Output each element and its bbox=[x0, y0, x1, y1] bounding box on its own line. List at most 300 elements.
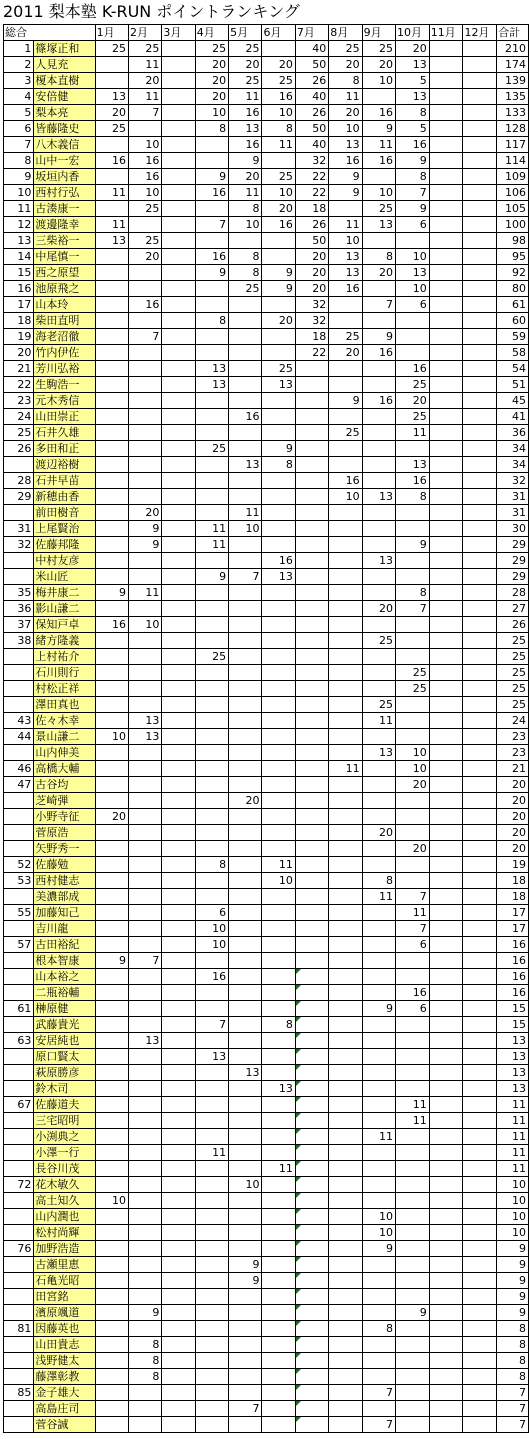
name-cell: 浅野健太 bbox=[34, 1353, 95, 1369]
table-row bbox=[4, 169, 529, 185]
month-cell bbox=[429, 809, 463, 825]
month-cell bbox=[362, 1337, 395, 1353]
month-cell bbox=[295, 1033, 328, 1049]
month-cell bbox=[329, 857, 362, 873]
month-cell: 20 bbox=[295, 265, 328, 281]
month-cell bbox=[329, 1225, 362, 1241]
month-cell bbox=[463, 1129, 497, 1145]
month-cell bbox=[195, 425, 228, 441]
month-cell bbox=[295, 505, 328, 521]
month-cell bbox=[195, 617, 228, 633]
month-cell bbox=[463, 233, 497, 249]
month-cell bbox=[95, 425, 128, 441]
month-cell bbox=[395, 569, 429, 585]
month-cell bbox=[262, 1353, 295, 1369]
header-cell: 4月 bbox=[195, 25, 228, 41]
month-cell bbox=[95, 1401, 128, 1417]
table-row bbox=[4, 281, 529, 297]
month-cell bbox=[395, 649, 429, 665]
name-cell: 高土知久 bbox=[34, 1193, 95, 1209]
month-cell bbox=[295, 809, 328, 825]
table-row bbox=[4, 121, 529, 137]
month-cell bbox=[162, 297, 195, 313]
month-cell: 10 bbox=[395, 745, 429, 761]
month-cell bbox=[463, 473, 497, 489]
name-cell: 生駒浩一 bbox=[34, 377, 95, 393]
rank-cell: 24 bbox=[4, 409, 34, 425]
month-cell bbox=[295, 745, 328, 761]
name-cell: 加藤知己 bbox=[34, 905, 95, 921]
month-cell: 20 bbox=[295, 249, 328, 265]
name-cell: 八木義信 bbox=[34, 137, 95, 153]
month-cell bbox=[128, 649, 161, 665]
month-cell bbox=[229, 889, 262, 905]
month-cell bbox=[362, 505, 395, 521]
table-row bbox=[4, 89, 529, 105]
total-cell: 8 bbox=[497, 1337, 529, 1353]
month-cell: 8 bbox=[128, 1353, 161, 1369]
month-cell bbox=[229, 361, 262, 377]
month-cell: 7 bbox=[362, 297, 395, 313]
name-cell: 鈴木司 bbox=[34, 1081, 95, 1097]
month-cell bbox=[362, 441, 395, 457]
rank-cell bbox=[4, 1353, 34, 1369]
rank-cell: 4 bbox=[4, 89, 34, 105]
month-cell bbox=[262, 777, 295, 793]
name-cell: 保知戸卓 bbox=[34, 617, 95, 633]
month-cell bbox=[229, 873, 262, 889]
month-cell: 32 bbox=[295, 297, 328, 313]
rank-cell bbox=[4, 953, 34, 969]
table-row bbox=[4, 553, 529, 569]
month-cell bbox=[229, 841, 262, 857]
table-row bbox=[4, 585, 529, 601]
month-cell bbox=[429, 185, 463, 201]
month-cell bbox=[329, 1305, 362, 1321]
month-cell: 13 bbox=[362, 489, 395, 505]
month-cell bbox=[95, 1305, 128, 1321]
total-cell: 31 bbox=[497, 505, 529, 521]
month-cell bbox=[329, 745, 362, 761]
name-cell: 吉川龍 bbox=[34, 921, 95, 937]
total-cell: 15 bbox=[497, 1017, 529, 1033]
month-cell bbox=[162, 1289, 195, 1305]
month-cell bbox=[463, 1001, 497, 1017]
name-cell: 米山匠 bbox=[34, 569, 95, 585]
header-cell: 6月 bbox=[262, 25, 295, 41]
month-cell: 32 bbox=[295, 153, 328, 169]
table-row bbox=[4, 809, 529, 825]
month-cell bbox=[395, 633, 429, 649]
month-cell bbox=[463, 1097, 497, 1113]
rank-cell bbox=[4, 1049, 34, 1065]
month-cell: 9 bbox=[195, 265, 228, 281]
month-cell: 26 bbox=[295, 73, 328, 89]
month-cell bbox=[362, 665, 395, 681]
month-cell bbox=[395, 1033, 429, 1049]
month-cell bbox=[429, 937, 463, 953]
month-cell bbox=[262, 633, 295, 649]
month-cell: 8 bbox=[262, 121, 295, 137]
month-cell bbox=[195, 1321, 228, 1337]
month-cell bbox=[229, 1337, 262, 1353]
month-cell: 25 bbox=[195, 441, 228, 457]
month-cell bbox=[262, 697, 295, 713]
table-row bbox=[4, 761, 529, 777]
total-cell: 60 bbox=[497, 313, 529, 329]
total-cell: 106 bbox=[497, 185, 529, 201]
month-cell bbox=[463, 457, 497, 473]
month-cell bbox=[128, 409, 161, 425]
month-cell bbox=[329, 729, 362, 745]
month-cell bbox=[429, 89, 463, 105]
rank-cell: 19 bbox=[4, 329, 34, 345]
month-cell bbox=[262, 153, 295, 169]
month-cell bbox=[229, 1129, 262, 1145]
total-cell: 32 bbox=[497, 473, 529, 489]
month-cell bbox=[362, 169, 395, 185]
month-cell bbox=[229, 969, 262, 985]
month-cell bbox=[429, 665, 463, 681]
month-cell bbox=[395, 1129, 429, 1145]
table-row bbox=[4, 537, 529, 553]
month-cell bbox=[429, 249, 463, 265]
month-cell bbox=[95, 1017, 128, 1033]
month-cell bbox=[329, 1193, 362, 1209]
month-cell bbox=[195, 745, 228, 761]
month-cell: 5 bbox=[395, 121, 429, 137]
month-cell bbox=[229, 825, 262, 841]
month-cell: 9 bbox=[229, 153, 262, 169]
month-cell: 8 bbox=[128, 1337, 161, 1353]
table-row bbox=[4, 1193, 529, 1209]
month-cell: 25 bbox=[262, 361, 295, 377]
month-cell: 16 bbox=[395, 361, 429, 377]
month-cell bbox=[229, 617, 262, 633]
month-cell bbox=[128, 553, 161, 569]
month-cell bbox=[262, 489, 295, 505]
name-cell: 海老沼徹 bbox=[34, 329, 95, 345]
month-cell: 20 bbox=[262, 57, 295, 73]
month-cell: 20 bbox=[229, 169, 262, 185]
month-cell bbox=[295, 889, 328, 905]
rank-cell: 85 bbox=[4, 1385, 34, 1401]
month-cell bbox=[463, 601, 497, 617]
month-cell bbox=[128, 1209, 161, 1225]
month-cell bbox=[229, 697, 262, 713]
month-cell bbox=[95, 601, 128, 617]
month-cell bbox=[162, 265, 195, 281]
month-cell bbox=[463, 1033, 497, 1049]
name-cell: 佐藤勉 bbox=[34, 857, 95, 873]
month-cell: 10 bbox=[195, 105, 228, 121]
month-cell bbox=[329, 553, 362, 569]
month-cell: 26 bbox=[295, 105, 328, 121]
month-cell bbox=[295, 1097, 328, 1113]
month-cell bbox=[195, 1097, 228, 1113]
month-cell bbox=[95, 969, 128, 985]
month-cell bbox=[429, 345, 463, 361]
month-cell bbox=[128, 361, 161, 377]
month-cell bbox=[463, 905, 497, 921]
table-row bbox=[4, 489, 529, 505]
month-cell bbox=[195, 777, 228, 793]
name-cell: 澤田真也 bbox=[34, 697, 95, 713]
month-cell bbox=[195, 793, 228, 809]
month-cell bbox=[262, 809, 295, 825]
month-cell bbox=[395, 1321, 429, 1337]
month-cell bbox=[128, 1385, 161, 1401]
month-cell bbox=[395, 1193, 429, 1209]
month-cell: 13 bbox=[229, 457, 262, 473]
rank-cell: 16 bbox=[4, 281, 34, 297]
month-cell bbox=[395, 1177, 429, 1193]
month-cell bbox=[128, 841, 161, 857]
month-cell bbox=[429, 265, 463, 281]
month-cell bbox=[262, 1369, 295, 1385]
name-cell: 濱原颯道 bbox=[34, 1305, 95, 1321]
name-cell: 村松正祥 bbox=[34, 681, 95, 697]
month-cell bbox=[463, 409, 497, 425]
sheet-title: 2011 梨本塾 K-RUN ポイントランキング bbox=[3, 2, 300, 21]
month-cell bbox=[362, 1257, 395, 1273]
month-cell bbox=[463, 313, 497, 329]
month-cell bbox=[463, 1161, 497, 1177]
month-cell: 11 bbox=[229, 185, 262, 201]
month-cell bbox=[295, 473, 328, 489]
rank-cell: 61 bbox=[4, 1001, 34, 1017]
month-cell bbox=[463, 1145, 497, 1161]
table-row bbox=[4, 921, 529, 937]
month-cell: 11 bbox=[395, 1097, 429, 1113]
month-cell bbox=[95, 825, 128, 841]
name-cell: 山中一宏 bbox=[34, 153, 95, 169]
month-cell bbox=[195, 697, 228, 713]
month-cell: 9 bbox=[329, 393, 362, 409]
rank-cell bbox=[4, 697, 34, 713]
rank-cell: 7 bbox=[4, 137, 34, 153]
table-row bbox=[4, 57, 529, 73]
month-cell bbox=[395, 793, 429, 809]
month-cell bbox=[463, 489, 497, 505]
month-cell bbox=[262, 793, 295, 809]
month-cell bbox=[262, 1225, 295, 1241]
month-cell bbox=[362, 1081, 395, 1097]
rank-cell: 37 bbox=[4, 617, 34, 633]
month-cell: 50 bbox=[295, 233, 328, 249]
rank-cell bbox=[4, 889, 34, 905]
month-cell: 9 bbox=[262, 281, 295, 297]
month-cell bbox=[295, 825, 328, 841]
month-cell bbox=[195, 953, 228, 969]
month-cell bbox=[162, 1401, 195, 1417]
month-cell bbox=[128, 1401, 161, 1417]
month-cell bbox=[195, 1065, 228, 1081]
month-cell bbox=[295, 969, 328, 985]
rank-cell: 81 bbox=[4, 1321, 34, 1337]
month-cell: 13 bbox=[95, 89, 128, 105]
name-cell: 緒方隆義 bbox=[34, 633, 95, 649]
month-cell bbox=[362, 457, 395, 473]
month-cell bbox=[429, 1401, 463, 1417]
table-row bbox=[4, 1097, 529, 1113]
month-cell: 6 bbox=[395, 297, 429, 313]
month-cell bbox=[395, 1145, 429, 1161]
month-cell: 10 bbox=[195, 937, 228, 953]
month-cell: 8 bbox=[395, 585, 429, 601]
month-cell bbox=[429, 105, 463, 121]
month-cell: 13 bbox=[195, 1049, 228, 1065]
total-cell: 13 bbox=[497, 1049, 529, 1065]
total-cell: 8 bbox=[497, 1353, 529, 1369]
month-cell bbox=[95, 745, 128, 761]
month-cell bbox=[295, 1113, 328, 1129]
header-cell: 10月 bbox=[395, 25, 429, 41]
month-cell: 20 bbox=[262, 313, 295, 329]
month-cell bbox=[262, 249, 295, 265]
month-cell bbox=[229, 473, 262, 489]
name-cell: 因藤英也 bbox=[34, 1321, 95, 1337]
month-cell: 16 bbox=[195, 969, 228, 985]
month-cell: 25 bbox=[229, 73, 262, 89]
month-cell bbox=[128, 697, 161, 713]
month-cell bbox=[429, 857, 463, 873]
table-row bbox=[4, 681, 529, 697]
month-cell bbox=[362, 377, 395, 393]
rank-cell bbox=[4, 1401, 34, 1417]
month-cell: 11 bbox=[329, 89, 362, 105]
month-cell bbox=[95, 1081, 128, 1097]
month-cell bbox=[162, 1385, 195, 1401]
month-cell bbox=[295, 905, 328, 921]
month-cell: 25 bbox=[128, 233, 161, 249]
name-cell: 多田和正 bbox=[34, 441, 95, 457]
month-cell bbox=[162, 153, 195, 169]
total-cell: 25 bbox=[497, 665, 529, 681]
month-cell bbox=[229, 1241, 262, 1257]
month-cell bbox=[95, 1033, 128, 1049]
month-cell bbox=[329, 1049, 362, 1065]
header-cell: 1月 bbox=[95, 25, 128, 41]
rank-cell bbox=[4, 1081, 34, 1097]
month-cell bbox=[95, 1225, 128, 1241]
month-cell bbox=[162, 1001, 195, 1017]
total-cell: 18 bbox=[497, 889, 529, 905]
month-cell bbox=[128, 1417, 161, 1433]
month-cell bbox=[229, 777, 262, 793]
month-cell: 13 bbox=[262, 377, 295, 393]
month-cell bbox=[395, 1161, 429, 1177]
month-cell bbox=[95, 569, 128, 585]
month-cell bbox=[162, 281, 195, 297]
month-cell bbox=[95, 169, 128, 185]
month-cell bbox=[162, 793, 195, 809]
month-cell bbox=[463, 1017, 497, 1033]
total-cell: 20 bbox=[497, 777, 529, 793]
total-cell: 109 bbox=[497, 169, 529, 185]
month-cell bbox=[162, 41, 195, 57]
month-cell: 20 bbox=[195, 89, 228, 105]
name-cell: 景山謙二 bbox=[34, 729, 95, 745]
rank-cell: 76 bbox=[4, 1241, 34, 1257]
table-row bbox=[4, 953, 529, 969]
rank-cell bbox=[4, 1337, 34, 1353]
month-cell bbox=[295, 665, 328, 681]
month-cell bbox=[195, 329, 228, 345]
month-cell: 11 bbox=[229, 89, 262, 105]
rank-cell: 32 bbox=[4, 537, 34, 553]
month-cell: 13 bbox=[329, 249, 362, 265]
month-cell bbox=[329, 537, 362, 553]
month-cell bbox=[429, 393, 463, 409]
month-cell: 11 bbox=[195, 521, 228, 537]
month-cell bbox=[429, 953, 463, 969]
month-cell bbox=[329, 1417, 362, 1433]
month-cell bbox=[329, 969, 362, 985]
month-cell: 16 bbox=[195, 249, 228, 265]
month-cell bbox=[362, 1401, 395, 1417]
month-cell bbox=[329, 1209, 362, 1225]
month-cell bbox=[162, 521, 195, 537]
name-cell: 三宅昭明 bbox=[34, 1113, 95, 1129]
month-cell bbox=[395, 809, 429, 825]
month-cell: 16 bbox=[229, 137, 262, 153]
rank-cell: 13 bbox=[4, 233, 34, 249]
header-cell: 3月 bbox=[162, 25, 195, 41]
month-cell: 9 bbox=[262, 441, 295, 457]
month-cell: 9 bbox=[362, 1001, 395, 1017]
table-row bbox=[4, 1161, 529, 1177]
month-cell bbox=[262, 329, 295, 345]
month-cell bbox=[429, 521, 463, 537]
month-cell bbox=[329, 937, 362, 953]
month-cell bbox=[229, 633, 262, 649]
month-cell: 20 bbox=[395, 777, 429, 793]
month-cell bbox=[162, 313, 195, 329]
rank-cell bbox=[4, 1129, 34, 1145]
month-cell bbox=[128, 777, 161, 793]
month-cell bbox=[162, 1321, 195, 1337]
month-cell bbox=[362, 89, 395, 105]
header-cell: 11月 bbox=[429, 25, 463, 41]
rank-cell: 38 bbox=[4, 633, 34, 649]
month-cell: 13 bbox=[362, 553, 395, 569]
month-cell bbox=[362, 409, 395, 425]
month-cell bbox=[95, 633, 128, 649]
rank-cell: 29 bbox=[4, 489, 34, 505]
month-cell bbox=[229, 1353, 262, 1369]
month-cell bbox=[195, 873, 228, 889]
month-cell bbox=[229, 953, 262, 969]
month-cell bbox=[463, 1305, 497, 1321]
month-cell bbox=[128, 281, 161, 297]
month-cell bbox=[362, 1097, 395, 1113]
rank-cell bbox=[4, 809, 34, 825]
month-cell bbox=[429, 1241, 463, 1257]
total-cell: 17 bbox=[497, 905, 529, 921]
month-cell: 25 bbox=[195, 41, 228, 57]
month-cell bbox=[195, 1209, 228, 1225]
month-cell bbox=[362, 761, 395, 777]
month-cell bbox=[162, 681, 195, 697]
total-cell: 54 bbox=[497, 361, 529, 377]
month-cell bbox=[195, 1081, 228, 1097]
rank-cell: 14 bbox=[4, 249, 34, 265]
month-cell bbox=[463, 441, 497, 457]
name-cell: 石川則行 bbox=[34, 665, 95, 681]
month-cell bbox=[229, 761, 262, 777]
rank-cell: 43 bbox=[4, 713, 34, 729]
